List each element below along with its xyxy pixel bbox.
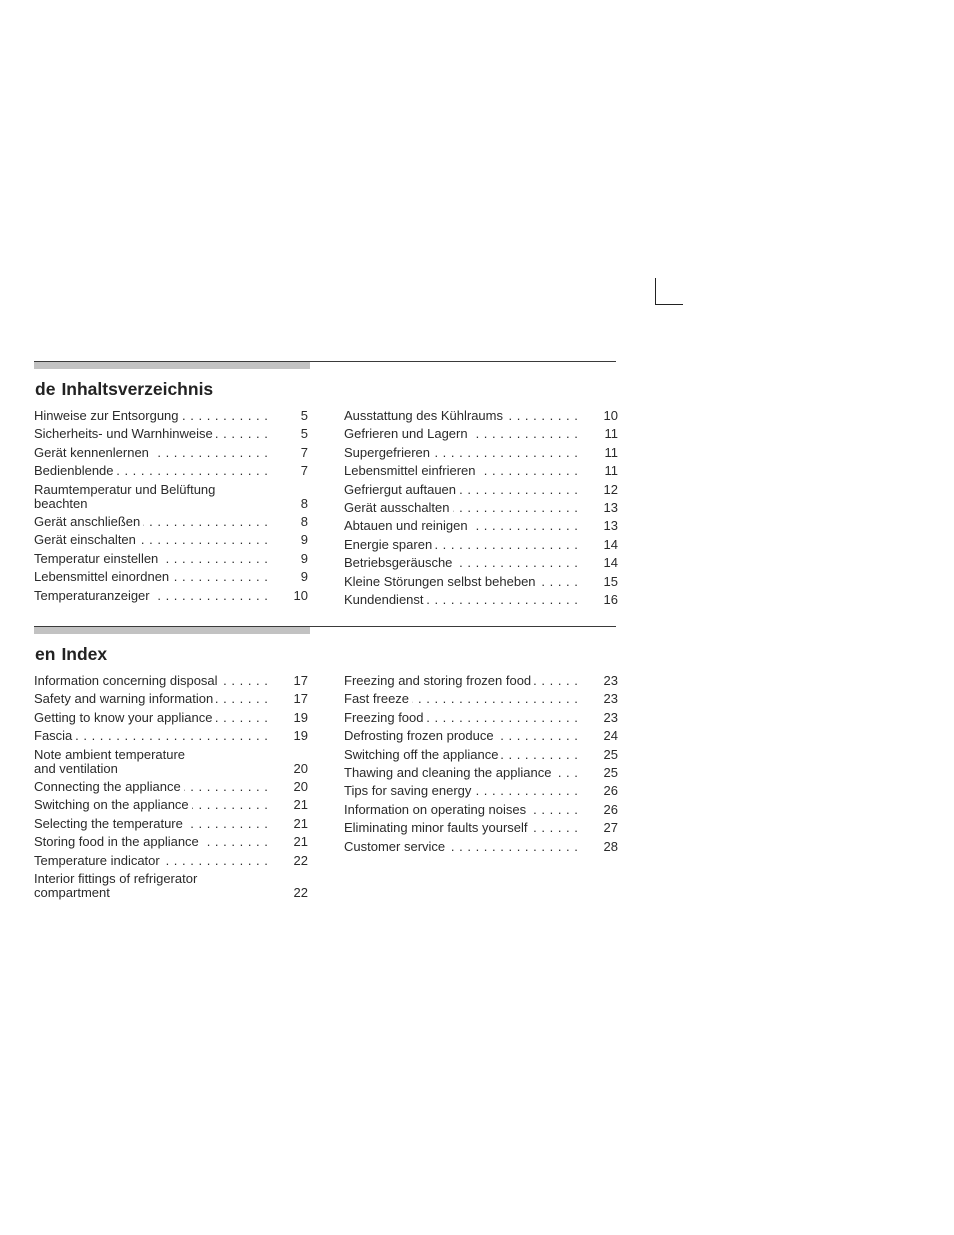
section-rule [34,626,616,634]
toc-entry[interactable] [34,427,308,441]
toc-entry-title: Ausstattung des Kühlraums [344,409,506,423]
toc-entry[interactable] [344,711,618,725]
toc-entry[interactable] [344,519,618,533]
toc-entry[interactable] [344,409,618,423]
toc-entry-title: Bedienblende [34,464,117,478]
toc-entry-page: 22 [293,884,308,900]
toc-entry[interactable] [344,766,618,780]
toc-entry[interactable] [34,835,308,849]
toc-entry-title: Tips for saving energy [344,784,474,798]
toc-entry-page: 7 [300,463,308,479]
toc-entry[interactable] [344,556,618,570]
toc-section-de [34,361,618,607]
toc-column-right [344,409,618,611]
toc-entry-title: Information concerning disposal [34,674,221,688]
toc-entry[interactable] [344,538,618,552]
toc-entry-page: 21 [293,815,308,831]
toc-entry-title: Gerät kennenlernen [34,446,152,460]
section-title: Index [61,644,108,664]
toc-entry-page: 5 [300,426,308,442]
toc-entry-page: 7 [300,444,308,460]
toc-entry[interactable] [344,593,618,607]
toc-entry-page: 23 [603,691,618,707]
toc-entry-title: Hinweise zur Entsorgung [34,409,182,423]
toc-entry-page: 25 [603,764,618,780]
toc-entry-page: 13 [603,518,618,534]
toc-entry-page: 14 [603,555,618,571]
toc-entry-page: 10 [603,408,618,423]
toc-entry[interactable] [344,692,618,706]
toc-entry[interactable] [344,501,618,515]
toc-entry-title: Eliminating minor faults yourself [344,821,531,835]
toc-entry[interactable] [34,533,308,547]
toc-entry[interactable] [344,464,618,478]
toc-entry-title: Temperaturanzeiger [34,589,153,603]
toc-entry-title: Switching on the appliance [34,798,192,812]
toc-entry-title: Gefrieren und Lagern [344,427,471,441]
toc-entry[interactable] [34,748,308,776]
section-lang: en [35,644,56,664]
toc-entry-page: 8 [300,495,308,511]
toc-entry-title: Gerät anschließen [34,515,143,529]
toc-entry-title: Defrosting frozen produce [344,729,497,743]
toc-entry[interactable] [344,803,618,817]
toc-entry-title: Interior fittings of refrigerator compartment [34,872,224,900]
toc-entry-page: 16 [603,591,618,607]
toc-entry-title: Betriebsgeräusche [344,556,455,570]
section-heading [35,377,616,401]
toc-entry-page: 23 [603,709,618,725]
toc-entry[interactable] [344,840,618,854]
toc-entry[interactable] [344,784,618,798]
toc-entry-title: Note ambient temperature and ventilation [34,748,204,776]
toc-entry[interactable] [34,483,308,511]
toc-entry-page: 21 [293,834,308,850]
toc-entry-page: 5 [300,408,308,423]
toc-entry-title: Gerät ausschalten [344,501,453,515]
toc-entry-title: Temperatur einstellen [34,552,161,566]
toc-entry[interactable] [344,575,618,589]
toc-entry[interactable] [344,446,618,460]
toc-entry[interactable] [34,692,308,706]
toc-entry[interactable] [34,409,308,423]
toc-entry[interactable] [34,780,308,794]
toc-entry-page: 11 [604,444,618,460]
toc-entry-page: 19 [293,709,308,725]
toc-entry-page: 21 [293,797,308,813]
toc-entry[interactable] [34,798,308,812]
toc-entry-title: Energie sparen [344,538,435,552]
toc-entry-page: 10 [293,587,308,603]
toc-entry-page: 27 [603,820,618,836]
toc-entry-page: 28 [603,838,618,854]
toc-entry[interactable] [34,817,308,831]
toc-entry-title: Selecting the temperature [34,817,186,831]
toc-entry-page: 24 [603,728,618,744]
toc-entry-page: 9 [300,569,308,585]
toc-entry[interactable] [34,711,308,725]
toc-entry-page: 9 [300,550,308,566]
toc-entry-title: Getting to know your appliance [34,711,216,725]
toc-entry-title: Information on operating noises [344,803,529,817]
toc-entry-page: 23 [603,673,618,688]
toc-entry-title: Storing food in the appliance [34,835,202,849]
section-rule [34,361,616,369]
toc-entry-title: Abtauen und reinigen [344,519,471,533]
toc-entry-page: 9 [300,532,308,548]
toc-entry-title: Fast freeze [344,692,412,706]
toc-entry[interactable] [344,748,618,762]
toc-entry-title: Gerät einschalten [34,533,139,547]
toc-entry-title: Lebensmittel einfrieren [344,464,479,478]
toc-entry-title: Freezing and storing frozen food [344,674,534,688]
toc-entry-title: Sicherheits- und Warnhinweise [34,427,216,441]
toc-entry-title: Connecting the appliance [34,780,184,794]
toc-entry-page: 20 [293,778,308,794]
toc-entry-title: Switching off the appliance [344,748,501,762]
section-heading [35,642,616,666]
toc-entry-page: 12 [603,481,618,497]
toc-entry-page: 19 [293,728,308,744]
toc-entry-title: Safety and warning information [34,692,216,706]
toc-entry-title: Freezing food [344,711,427,725]
toc-entry-title: Lebensmittel einordnen [34,570,172,584]
toc-entry-page: 15 [603,573,618,589]
crop-mark [655,278,683,305]
toc-entry-title: Temperature indicator [34,854,163,868]
toc-entry-title: Thawing and cleaning the appliance [344,766,554,780]
toc-entry-title: Kleine Störungen selbst beheben [344,575,539,589]
toc-entry[interactable] [344,821,618,835]
toc-entry[interactable] [34,589,308,603]
toc-entry[interactable] [34,515,308,529]
toc-column-left [34,409,308,607]
toc-entry[interactable] [344,674,618,688]
toc-column-left [34,674,308,904]
toc-entry-page: 14 [603,536,618,552]
toc-column-right [344,674,618,858]
toc-entry-page: 26 [603,801,618,817]
toc-entry-title: Fascia [34,729,75,743]
toc-entry[interactable] [34,552,308,566]
toc-entry[interactable] [34,464,308,478]
toc-entry[interactable] [34,854,308,868]
toc-entry-title: Kundendienst [344,593,427,607]
toc-entry-title: Gefriergut auftauen [344,483,459,497]
toc-entry[interactable] [344,427,618,441]
toc-entry-page: 25 [603,746,618,762]
toc-entry-page: 17 [293,691,308,707]
toc-entry-page: 20 [293,760,308,776]
toc-entry[interactable] [344,483,618,497]
toc-entry-page: 11 [604,426,618,442]
toc-entry[interactable] [34,570,308,584]
toc-entry-title: Customer service [344,840,448,854]
toc-entry[interactable] [34,729,308,743]
toc-entry-page: 13 [603,499,618,515]
toc-entry-page: 8 [300,513,308,529]
toc-entry-title: Raumtemperatur und Belüftung beachten [34,483,262,511]
toc-entry-page: 17 [293,673,308,688]
toc-entry-page: 22 [293,852,308,868]
toc-entry[interactable] [34,674,308,688]
section-lang: de [35,379,56,399]
toc-section-en [34,626,618,900]
toc-entry-title: Supergefrieren [344,446,433,460]
toc-entry[interactable] [34,446,308,460]
toc-entry[interactable] [34,872,308,900]
section-title: Inhaltsverzeichnis [61,379,214,399]
toc-entry-page: 11 [604,463,618,479]
toc-entry[interactable] [344,729,618,743]
toc-entry-page: 26 [603,783,618,799]
